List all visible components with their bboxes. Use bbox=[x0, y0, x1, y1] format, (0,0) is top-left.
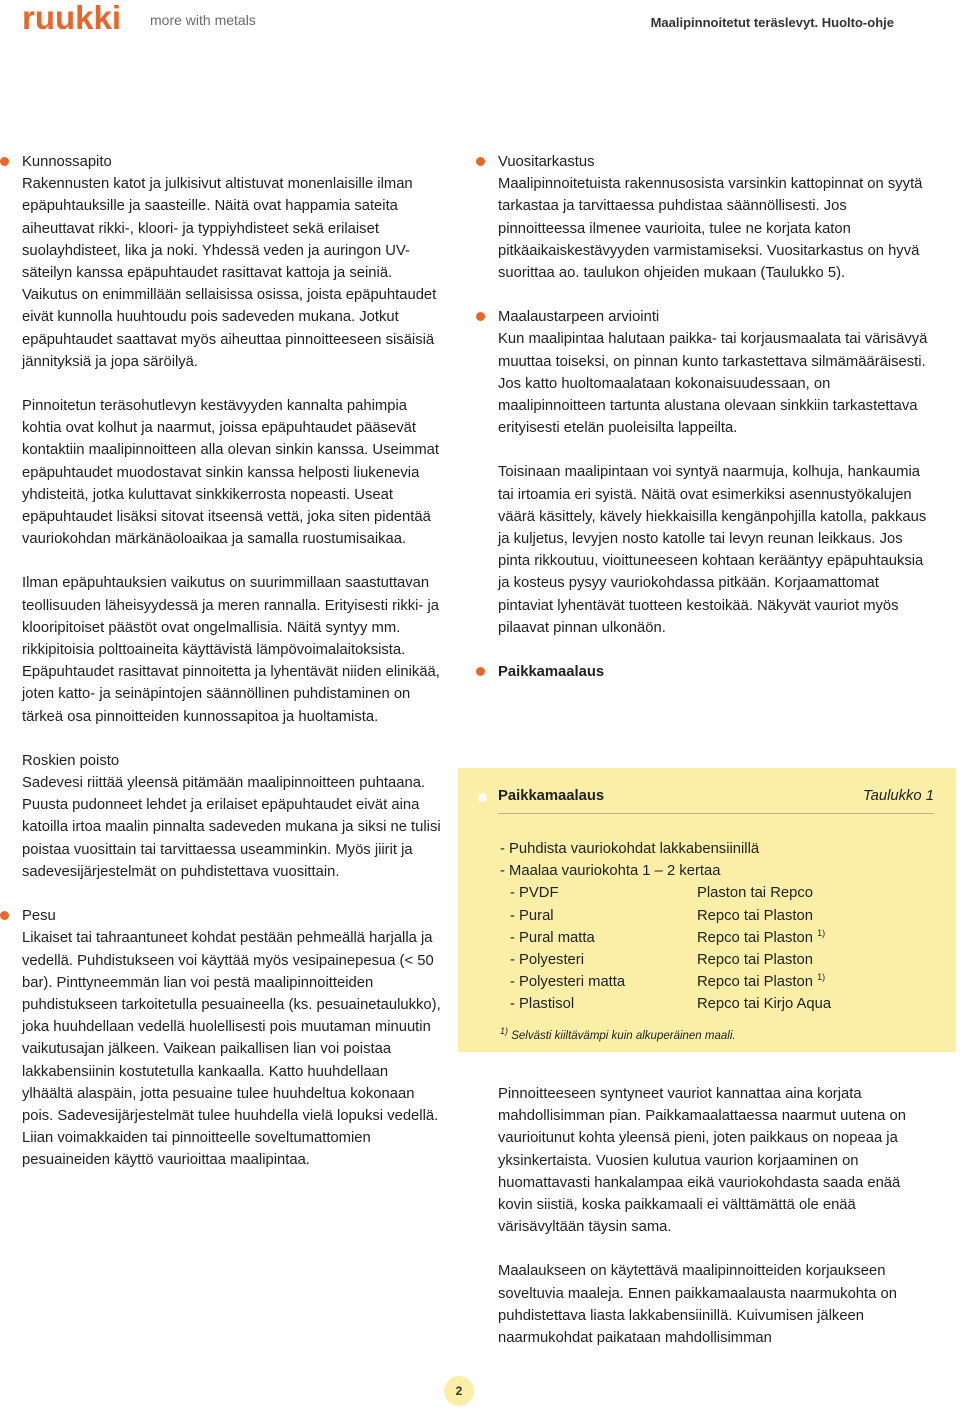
section-heading-paikkamaalaus: Paikkamaalaus bbox=[498, 661, 938, 683]
footnote-mark: 1) bbox=[500, 1026, 509, 1037]
paragraph: Pinnoitteeseen syntyneet vauriot kannattaa aina korjata mahdollisimman pian. Paikkamaalattaessa naarmut uutena on vaurioitunut kohta yleensä pieni, joten paikkaus on nopeaa ja yksinkertaista. Vuosien kulutua vaurion korjaaminen on huomattavasti hankalampaa eikä vauriokohdasta saada enää kovin siistiä, koska paikkamaali ei välttämättä ole enää värisävyltään täysin sama. bbox=[498, 1086, 906, 1236]
coating-cell: - Polyesteri matta bbox=[510, 974, 626, 991]
paint-cell: Repco tai Plaston $^{1)}$ bbox=[697, 972, 826, 991]
table-row bbox=[500, 905, 900, 927]
bullet-icon bbox=[0, 157, 9, 166]
page-number: 2 bbox=[444, 1376, 474, 1406]
paint-cell: Plaston tai Repco bbox=[697, 885, 813, 902]
paragraph: Likaiset tai tahraantuneet kohdat pestään pehmeällä harjalla ja vedellä. Puhdistukseen voi käyttää myös vesipainepesua (< 50 bar). Pinttyneemmän lian voi pestä maalipinnoitteiden puhdistukseen tarkoitetulla pesuaineella (ks. pesuainetaulukko), joka huuhdellaan vedellä huolellisesti pois muutaman minuutin vaikutusajan jälkeen. Vaikean paikallisen lian voi poistaa lakkabensiinin kostutetulla kankaalla. Katto huuhdellaan ylhäältä alaspäin, jotta pesuaine tulee huuhdeltua kokonaan pois. Sadevesijärjestelmät tulee huuhdella vielä lopuksi vedellä. Liian voimakkaiden tai pinnoitteelle soveltumattomien pesuaineiden käyttö vaurioittaa maalipintaa. bbox=[22, 930, 441, 1169]
instruction-line: - Maalaa vauriokohta 1 – 2 kertaa bbox=[500, 863, 721, 880]
instruction-line: - Puhdista vauriokohdat lakkabensiinillä bbox=[500, 841, 760, 857]
section-heading-pesu: Pesu bbox=[22, 905, 442, 927]
paragraph: Kun maalipintaa halutaan paikka- tai korjausmaalata tai värisävyä muuttaa toiseksi, on pinnan kunto tarkastettava silmämääräisesti. Jos katto huoltomaalataan kokonaisuudessaan, on maalipinnoitteen tartunta alustana olevaan sinkkiin tarkastettava erityisesti etelän puoleisilta lappeilta. bbox=[498, 331, 928, 437]
logo-wordmark: ruukki bbox=[22, 0, 122, 36]
table-list bbox=[500, 838, 900, 1016]
paragraph: Pinnoitetun teräsohutlevyn kestävyyden kannalta pahimpia kohtia ovat kolhut ja naarmut, joissa epäpuhtaudet pääsevät kontaktiin maalipinnoitteen alla olevan sinkin kanssa. Useimmat epäpuhtaudet muodostavat sinkin kanssa helposti liukenevia yhdisteitä, jotka kuluttavat sinkkikerrosta nopeasti. Useat epäpuhtaudet lisäksi sitovat itseensä vettä, joka siten pidentää vauriokohdan märkänäoloaikaa ja samalla ruostumisaikaa. bbox=[22, 398, 439, 548]
paragraph: Maalipinnoitetuista rakennusosista varsinkin kattopinnat on syytä tarkastaa ja tarvittaessa puhdistaa säännöllisesti. Jos pinnoitteessa ilmenee vaurioita, tulee ne korjata katon pitkäaikaiskestävyyden varmistamiseksi. Vuositarkastus on hyvä suorittaa ao. taulukon ohjeiden mukaan (Taulukko 5). bbox=[498, 176, 923, 282]
paragraph: Sadevesi riittää yleensä pitämään maalipinnoitteen puhtaana. Puusta pudonneet lehdet ja erilaiset epäpuhtaudet eivät aina katoilla irtoa maalin pinnalta sadeveden mukana ja siksi ne tulisi poistaa vuosittain tai tarvittaessa useamminkin. Myös jiirit ja sadevesijärjestelmät on puhdistettava vuosittain. bbox=[22, 775, 441, 880]
paragraph: Rakennusten katot ja julkisivut altistuvat monenlaisille ilman epäpuhtauksille ja saasteille. Näitä ovat happamia sateita aiheuttavat rikki-, kloori- ja typpiyhdisteet sekä erilaiset suolayhdisteet, lika ja noki. Yhdessä veden ja auringon UV-säteilyn kanssa epäpuhtaudet rasittavat kattoja ja seiniä. Vaikutus on enimmillään sellaisissa osissa, joista epäpuhtaudet eivät kunnolla huuhtoudu pois sadeveden mukana. Jotkut epäpuhtaudet saattavat myös aiheuttaa pinnoitteeseen sisäisiä jännityksiä ja jopa säröilyä. bbox=[22, 176, 437, 370]
left-column bbox=[22, 151, 442, 1172]
paint-cell: Repco tai Kirjo Aqua bbox=[697, 996, 832, 1013]
table-row bbox=[500, 949, 900, 971]
coating-cell: - Polyesteri bbox=[510, 951, 585, 968]
section-heading-maalaustarpeen-arviointi: Maalaustarpeen arviointi bbox=[498, 306, 938, 328]
document-title: Maalipinnoitetut teräslevyt. Huolto-ohje bbox=[650, 15, 894, 30]
coating-cell: - Plastisol bbox=[510, 996, 575, 1013]
section-heading-roskien-poisto: Roskien poisto bbox=[22, 752, 120, 769]
paint-cell: Repco tai Plaston bbox=[697, 907, 813, 924]
table-row bbox=[500, 993, 900, 1015]
paragraph: Toisinaan maalipintaan voi syntyä naarmuja, kolhuja, hankaumia tai irtoamia eri syistä. Näitä ovat esimerkiksi asennustyökalujen väärä käsittely, kävely hiekkaisilla kengänpohjilla katolla, pakkaus ja kuljetus, levyjen nosto katolle tai levyn reunan leikkaus. Jos pinta rikkoutuu, vioittuneeseen kohtaan kerääntyy epäpuhtauksia ja kosteus pysyy vauriokohdassa pitkään. Korjaamattomat pintaviat lyhentävät tuotteen kestoikää. Näkyvät vauriot myös pilaavat pinnan ulkonäön. bbox=[498, 464, 927, 636]
footnote-mark: 1) bbox=[817, 927, 826, 938]
paragraph: Maalaukseen on käytettävä maalipinnoitteiden korjaukseen soveltuvia maaleja. Ennen paikkamaalausta naarmukohta on puhdistettava liasta lakkabensiinillä. Kuivumisen jälkeen naarmukohdat paikataan mahdollisimman bbox=[498, 1263, 897, 1347]
paint-cell: Repco tai Plaston $^{1)}$ bbox=[697, 927, 826, 946]
paragraph: Ilman epäpuhtauksien vaikutus on suurimmillaan saastuttavan teollisuuden läheisyydessä ja meren rannalla. Erityisesti rikki- ja klooripitoiset päästöt ovat ongelmallisia. Näitä syntyy mm. rikkipitoisia polttoaineita käyttävistä lämpövoimalaitoksista. Epäpuhtaudet rasittavat pinnoitetta ja lyhentävät niiden elinikää, joten katto- ja seinäpintojen säännöllinen puhdistaminen on tärkeä osa pinnoitteiden kunnossapitoa ja huoltamista. bbox=[22, 575, 440, 725]
bullet-icon bbox=[478, 793, 487, 802]
paikkamaalaus-table-box bbox=[458, 768, 956, 1052]
table-row bbox=[500, 882, 900, 904]
table-row bbox=[500, 927, 900, 949]
table-title: Paikkamaalaus bbox=[498, 788, 605, 804]
footnote-mark: 1) bbox=[817, 972, 826, 983]
section-heading-kunnossapito: Kunnossapito bbox=[22, 151, 442, 173]
bullet-icon bbox=[0, 911, 9, 920]
section-heading-vuositarkastus: Vuositarkastus bbox=[498, 151, 938, 173]
bullet-icon bbox=[476, 667, 485, 676]
right-column bbox=[498, 151, 938, 683]
coating-cell: - Pural matta bbox=[510, 929, 595, 946]
logo-tagline: more with metals bbox=[150, 12, 256, 28]
table-header bbox=[498, 788, 934, 814]
coating-cell: - Pural bbox=[510, 907, 554, 924]
table-row bbox=[500, 971, 900, 993]
table-footnote: $^{1)}$ Selvästi kiiltävämpi kuin alkuperäinen maali. bbox=[500, 1026, 736, 1042]
coating-cell: - PVDF bbox=[510, 885, 559, 902]
paint-cell: Repco tai Plaston bbox=[697, 951, 813, 968]
bullet-icon bbox=[476, 312, 485, 321]
bullet-icon bbox=[476, 157, 485, 166]
right-column-lower bbox=[498, 1083, 938, 1349]
page-header bbox=[0, 0, 960, 44]
ruukki-logo bbox=[22, 2, 121, 34]
table-tag: Taulukko 1 bbox=[862, 788, 934, 804]
